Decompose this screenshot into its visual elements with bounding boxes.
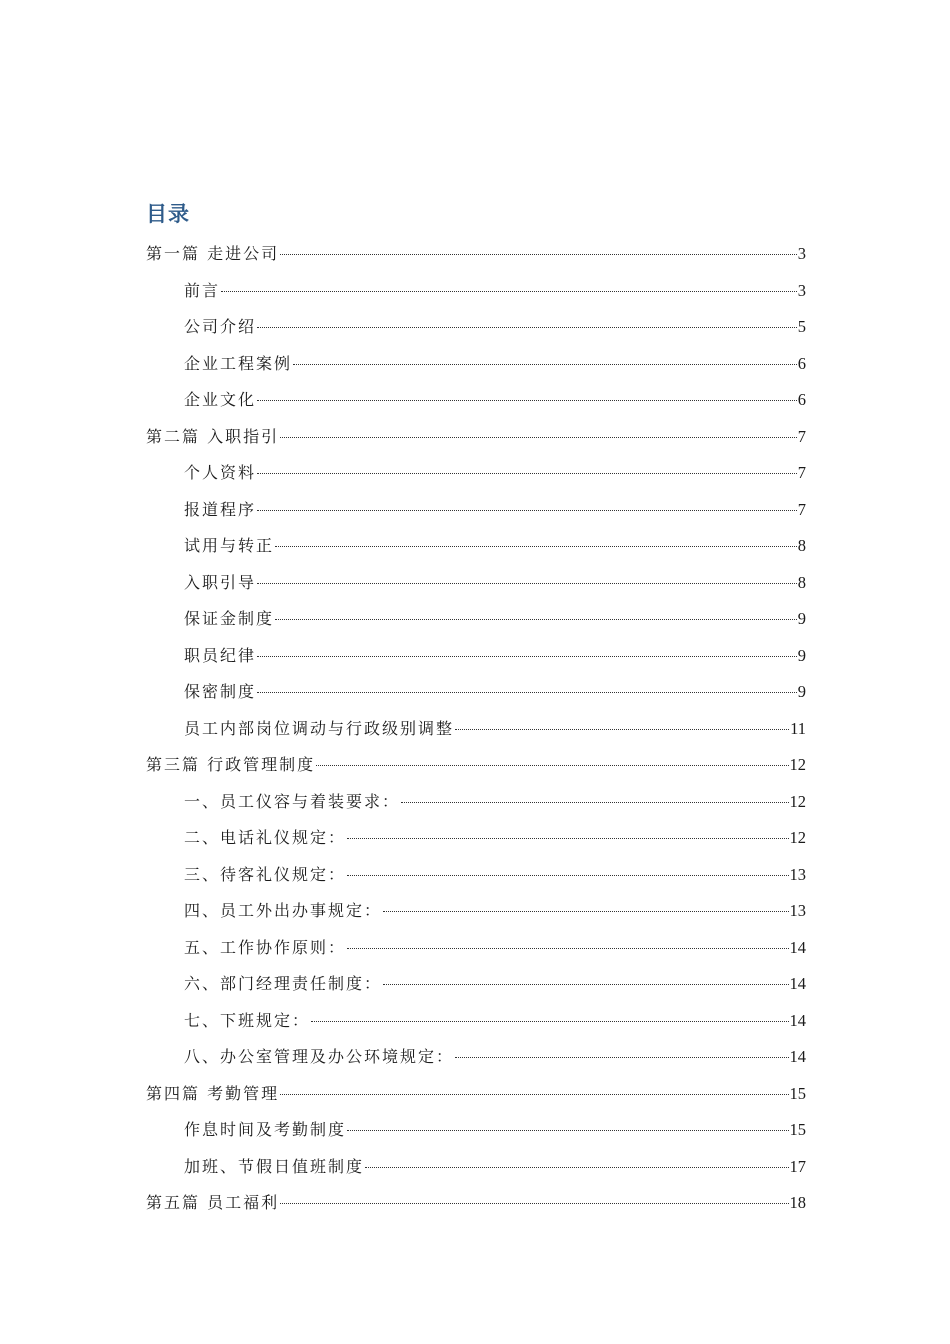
toc-dot-leader — [347, 875, 788, 876]
toc-section-entry[interactable] — [146, 565, 806, 602]
toc-entry-label: 第一篇 走进公司 — [146, 244, 280, 263]
toc-entry-label: 四、员工外出办事规定： — [184, 901, 383, 920]
toc-dot-leader — [257, 583, 797, 584]
toc-dot-leader — [383, 984, 788, 985]
toc-entry-label: 六、部门经理责任制度： — [184, 974, 383, 993]
toc-section-entry[interactable] — [146, 1149, 806, 1186]
toc-dot-leader — [257, 400, 797, 401]
toc-page-number: 12 — [789, 755, 806, 774]
toc-entry-label: 职员纪律 — [184, 645, 257, 665]
toc-entry-label: 加班、节假日值班制度 — [184, 1156, 365, 1176]
toc-entry-label: 报道程序 — [184, 499, 257, 519]
toc-entry-label: 企业文化 — [184, 390, 257, 409]
toc-dot-leader — [347, 838, 788, 839]
toc-dot-leader — [257, 656, 797, 657]
toc-section-entry[interactable] — [146, 382, 806, 419]
toc-entry-label: 公司介绍 — [184, 317, 257, 336]
toc-page-number: 7 — [797, 426, 806, 446]
toc-dot-leader — [316, 765, 788, 766]
toc-section-entry[interactable] — [146, 601, 806, 638]
toc-dot-leader — [293, 364, 797, 365]
toc-dot-leader — [455, 1057, 788, 1058]
toc-entry-label: 七、下班规定： — [184, 1010, 311, 1030]
toc-page-number: 9 — [797, 645, 806, 665]
toc-dot-leader — [280, 437, 797, 438]
toc-section-entry[interactable] — [146, 309, 806, 346]
toc-dot-leader — [275, 546, 797, 547]
toc-section-entry[interactable] — [146, 784, 806, 821]
toc-entry-label: 第五篇 员工福利 — [146, 1193, 280, 1212]
toc-entry-label: 员工内部岗位调动与行政级别调整 — [184, 718, 455, 738]
toc-page-number: 11 — [790, 718, 806, 738]
toc-entry-label: 第三篇 行政管理制度 — [146, 755, 316, 774]
toc-page-number: 8 — [797, 572, 806, 592]
toc-dot-leader — [347, 1130, 788, 1131]
toc-entry-label: 一、员工仪容与着装要求： — [184, 791, 401, 811]
toc-page-number: 13 — [789, 864, 806, 884]
toc-entry-label: 作息时间及考勤制度 — [184, 1120, 347, 1139]
toc-section-entry[interactable] — [146, 638, 806, 675]
toc-dot-leader — [383, 911, 788, 912]
toc-page-number: 12 — [789, 791, 806, 811]
toc-section-entry[interactable] — [146, 346, 806, 383]
toc-entry-label: 八、办公室管理及办公环境规定： — [184, 1047, 455, 1066]
toc-page-number: 14 — [789, 974, 806, 993]
toc-part-entry[interactable] — [146, 1076, 806, 1113]
toc-page-number: 14 — [789, 1010, 806, 1030]
toc-section-entry[interactable] — [146, 1003, 806, 1040]
toc-entry-label: 试用与转正 — [184, 536, 275, 555]
toc-section-entry[interactable] — [146, 492, 806, 529]
toc-dot-leader — [257, 473, 797, 474]
toc-page-number: 6 — [797, 390, 806, 409]
toc-section-entry[interactable] — [146, 711, 806, 748]
toc-entry-label: 第四篇 考勤管理 — [146, 1083, 280, 1103]
toc-entry-label: 五、工作协作原则： — [184, 937, 347, 957]
toc-page-number: 6 — [797, 353, 806, 373]
toc-dot-leader — [455, 729, 789, 730]
toc-section-entry[interactable] — [146, 674, 806, 711]
toc-list — [146, 236, 806, 1222]
toc-title: 目录 — [146, 202, 190, 226]
toc-page-number: 9 — [797, 609, 806, 628]
toc-part-entry[interactable] — [146, 236, 806, 273]
toc-entry-label: 企业工程案例 — [184, 353, 293, 373]
toc-page-number: 5 — [797, 317, 806, 336]
toc-section-entry[interactable] — [146, 1112, 806, 1149]
toc-part-entry[interactable] — [146, 1185, 806, 1222]
toc-section-entry[interactable] — [146, 455, 806, 492]
toc-page-number: 13 — [789, 901, 806, 920]
toc-page-number: 7 — [797, 499, 806, 519]
toc-part-entry[interactable] — [146, 747, 806, 784]
toc-dot-leader — [347, 948, 788, 949]
toc-page-number: 8 — [797, 536, 806, 555]
toc-page-number: 12 — [789, 828, 806, 847]
toc-dot-leader — [280, 1094, 788, 1095]
toc-entry-label: 二、电话礼仪规定： — [184, 828, 347, 847]
toc-page-number: 18 — [789, 1193, 806, 1212]
toc-dot-leader — [257, 692, 797, 693]
toc-section-entry[interactable] — [146, 857, 806, 894]
toc-page-number: 3 — [797, 244, 806, 263]
toc-part-entry[interactable] — [146, 419, 806, 456]
toc-dot-leader — [275, 619, 797, 620]
toc-entry-label: 入职引导 — [184, 572, 257, 592]
toc-page-number: 15 — [789, 1120, 806, 1139]
toc-dot-leader — [257, 327, 797, 328]
toc-section-entry[interactable] — [146, 528, 806, 565]
toc-entry-label: 保密制度 — [184, 682, 257, 701]
toc-entry-label: 三、待客礼仪规定： — [184, 864, 347, 884]
toc-entry-label: 保证金制度 — [184, 609, 275, 628]
toc-dot-leader — [365, 1167, 788, 1168]
toc-page-number: 3 — [797, 280, 806, 300]
toc-page-number: 7 — [797, 463, 806, 482]
toc-dot-leader — [401, 802, 788, 803]
toc-page-number: 15 — [789, 1083, 806, 1103]
toc-dot-leader — [221, 291, 797, 292]
toc-entry-label: 个人资料 — [184, 463, 257, 482]
toc-section-entry[interactable] — [146, 966, 806, 1003]
toc-page-number: 14 — [789, 937, 806, 957]
toc-page-number: 14 — [789, 1047, 806, 1066]
toc-section-entry[interactable] — [146, 893, 806, 930]
toc-section-entry[interactable] — [146, 930, 806, 967]
toc-entry-label: 第二篇 入职指引 — [146, 426, 280, 446]
toc-entry-label: 前言 — [184, 280, 221, 300]
toc-section-entry[interactable] — [146, 273, 806, 310]
toc-dot-leader — [280, 254, 797, 255]
toc-dot-leader — [257, 510, 797, 511]
toc-page-number: 17 — [789, 1156, 806, 1176]
toc-page-number: 9 — [797, 682, 806, 701]
toc-dot-leader — [280, 1203, 788, 1204]
toc-section-entry[interactable] — [146, 1039, 806, 1076]
toc-dot-leader — [311, 1021, 788, 1022]
toc-section-entry[interactable] — [146, 820, 806, 857]
